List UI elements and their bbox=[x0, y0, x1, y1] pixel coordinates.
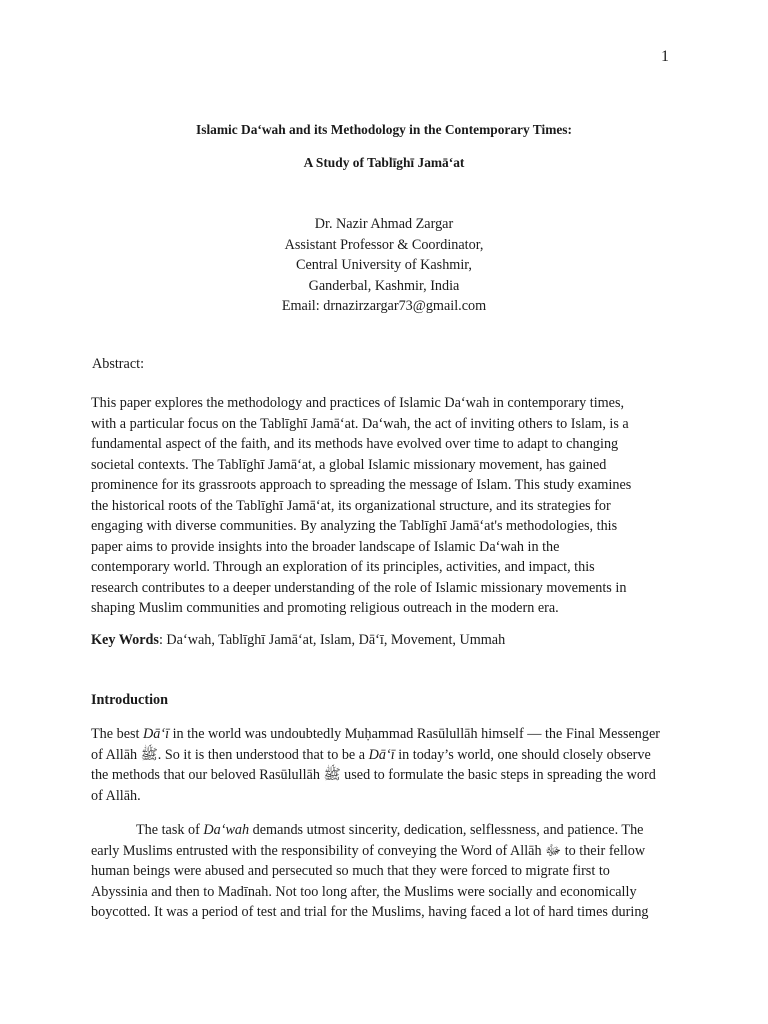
paper-title bbox=[0, 122, 768, 171]
abstract-line: shaping Muslim communities and promoting religious outreach in the modern era. bbox=[91, 600, 559, 616]
paragraph-line: of Allāh. bbox=[91, 787, 141, 804]
abstract-line: with a particular focus on the Tablīghī Jamā‘at. Da‘wah, the act of inviting others to Islam, is a bbox=[91, 415, 629, 432]
abstract-line: societal contexts. The Tablīghī Jamā‘at, a global Islamic missionary movement, has gained bbox=[91, 456, 607, 473]
abstract-line: the historical roots of the Tablīghī Jamā‘at, its organizational structure, and its strategies for bbox=[91, 497, 611, 514]
paragraph-line: Abyssinia and then to Madīnah. Not too long after, the Muslims were socially and economically bbox=[91, 883, 637, 900]
abstract-line: contemporary world. Through an exploration of its principles, activities, and impact, this bbox=[91, 559, 595, 575]
italic-term: Da‘wah bbox=[203, 822, 250, 838]
keywords-text: : Da‘wah, Tablīghī Jamā‘at, Islam, Dā‘ī, Movement, Ummah bbox=[158, 632, 506, 648]
paragraph-line bbox=[91, 745, 673, 766]
abstract-line: research contributes to a deeper understanding of the role of Islamic missionary movements in bbox=[91, 579, 627, 596]
introduction-paragraph-1 bbox=[91, 724, 673, 806]
title-line-1: Islamic Da‘wah and its Methodology in the Contemporary Times: bbox=[196, 122, 572, 137]
author-email: Email: drnazirzargar73@gmail.com bbox=[281, 298, 487, 314]
paragraph-line: human beings were abused and persecuted so much that they were forced to migrate first to bbox=[91, 863, 610, 879]
text-run: The best bbox=[91, 726, 144, 742]
page-number: 1 bbox=[661, 48, 669, 65]
keywords bbox=[91, 630, 505, 650]
introduction-paragraph-2 bbox=[91, 820, 673, 923]
keywords-label: Key Words bbox=[91, 632, 159, 648]
author-block bbox=[0, 214, 768, 317]
author-institution: Central University of Kashmir, bbox=[296, 257, 472, 273]
abstract-body bbox=[91, 393, 671, 619]
paragraph-line: boycotted. It was a period of test and trial for the Muslims, having faced a lot of hard times during bbox=[91, 904, 649, 920]
abstract-line: prominence for its grassroots approach to spreading the message of Islam. This study examines bbox=[91, 477, 632, 493]
author-location: Ganderbal, Kashmir, India bbox=[308, 277, 460, 294]
abstract-line: fundamental aspect of the faith, and its methods have evolved over time to adapt to changing bbox=[91, 436, 619, 452]
paragraph-line bbox=[91, 724, 673, 745]
abstract-line: engaging with diverse communities. By analyzing the Tablīghī Jamā‘at's methodologies, this bbox=[91, 518, 618, 534]
abstract-line: This paper explores the methodology and practices of Islamic Da‘wah in contemporary times, bbox=[91, 395, 625, 411]
italic-term: Dā‘ī bbox=[143, 726, 170, 742]
italic-term: Dā‘ī bbox=[368, 746, 395, 763]
text-run: in the world was undoubtedly Muḥammad Rasūlullāh himself — the Final Messenger bbox=[169, 726, 661, 742]
author-name: Dr. Nazir Ahmad Zargar bbox=[314, 216, 454, 232]
abstract-line: paper aims to provide insights into the broader landscape of Islamic Da‘wah in the bbox=[91, 538, 560, 555]
text-run: of Allāh ﷺ. So it is then understood that to be a bbox=[91, 746, 369, 763]
text-run: The task of bbox=[136, 822, 204, 838]
introduction-heading: Introduction bbox=[91, 692, 168, 708]
paragraph-line: the methods that our beloved Rasūlullāh ﷺ used to formulate the basic steps in spreading the word bbox=[91, 767, 656, 783]
abstract-label: Abstract: bbox=[92, 356, 145, 372]
author-position: Assistant Professor & Coordinator, bbox=[284, 236, 484, 253]
text-run: demands utmost sincerity, dedication, selflessness, and patience. The bbox=[249, 822, 644, 838]
paragraph-line bbox=[91, 820, 673, 841]
title-line-2: A Study of Tablīghī Jamā‘at bbox=[303, 155, 465, 170]
text-run: in today’s world, one should closely observe bbox=[394, 746, 651, 763]
paragraph-line: early Muslims entrusted with the responsibility of conveying the Word of Allāh ﷻ to their fellow bbox=[91, 842, 646, 859]
